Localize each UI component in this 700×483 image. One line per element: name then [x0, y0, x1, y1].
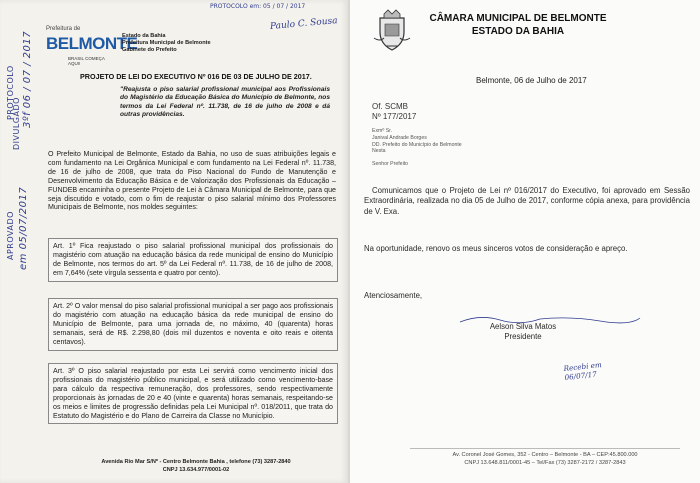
- addressee-line: DD. Prefeito do Município de Belmonte: [372, 141, 462, 148]
- addressee-line: Janival Andrade Borges: [372, 134, 427, 141]
- left-document-page: [0, 0, 348, 483]
- article-1: Art. 1º Fica reajustado o piso salarial profissional municipal dos profissionais do magistério com atuação na educação básica da rede municipal de ensino do Município de Belmonte, nos termos do art. 5º da Lei Federal nº. 11.738, de 16 de julho de 2008, em 7,64% (sete vírgula sessenta e quatro por cento).: [48, 238, 338, 282]
- margin-stamps: [0, 0, 42, 483]
- municipal-crest-icon: [372, 8, 412, 52]
- stamp-divulgado: DIVULGADO: [12, 97, 21, 150]
- office-reference-line: Of. SCMB: [372, 102, 409, 111]
- article-3: Art. 3º O piso salarial reajustado por esta Lei servirá como vencimento inicial dos profissionais do magistério público municipal, e será utilizado como vencimento-base para cálculo da respectiva remuneração, dos professores, sendo respectivamente proporcionais às jornadas de 20 e 40 (vinte e quarenta) horas semanais, respeitando-se os meios e limites de progressão definidas pela Lei Municipal nº. 018/2011, que trata do Estatuto do Magistério e do Plano de Carreira da Classe no Município.: [48, 363, 338, 424]
- gov-header-line: Estado da Bahia: [122, 33, 166, 39]
- letterhead: [428, 12, 608, 38]
- signer-role: Presidente: [504, 332, 542, 341]
- bill-summary: "Reajusta o piso salarial profissional municipal aos Profissionais do Magistério da Educação Básica do Município de Belmonte, nos termos da Lei Federal nº. 11.738, de 16 de julho de 2008 e dá outras providências.: [120, 86, 330, 119]
- left-footer: [96, 458, 296, 474]
- letter-closing: Atenciosamente,: [364, 291, 423, 300]
- logo-wordmark: BELMONTE: [46, 34, 138, 53]
- addressee-block: [372, 128, 462, 168]
- bill-intro-paragraph: O Prefeito Municipal de Belmonte, Estado da Bahia, no uso de suas atribuições legais e com fundamento na Lei Orgânica Municipal e com fundamento na Lei Federal nº. 11.738, de 16 de julho de 2008, que trata do Piso Nacional do Fundo de Manutenção e Desenvolvimento da Educação Básica e de Valorização dos Profissionais da Educação – FUNDEB encaminha o presente Projeto de Lei à Câmara Municipal de Belmonte, para que seja discutido e votado, com o fim de reajustar o piso salarial mínimo dos Professores Municipais de Belmonte, nos moldes seguintes:: [48, 150, 336, 212]
- top-signature: Paulo C. Sousa: [269, 16, 338, 32]
- stamp-protocolo: PROTOCOLO: [6, 65, 15, 120]
- letterhead-line: ESTADO DA BAHIA: [471, 26, 565, 37]
- addressee-line: Nesta: [372, 148, 386, 155]
- letter-paragraph-1: Comunicamos que o Projeto de Lei nº 016/2017 do Executivo, foi aprovado em Sessão Extraordinária, realizada no dia 05 de Julho de 2017, conforme cópia anexa, para providência de V. Exa.: [364, 186, 690, 216]
- office-reference-line: Nº 177/2017: [372, 112, 417, 121]
- letter-paragraph-2: Na oportunidade, renovo os meus sinceros votos de consideração e apreço.: [364, 244, 628, 253]
- received-note-line: 06/07/17: [564, 369, 598, 382]
- government-header: [122, 33, 211, 54]
- top-protocol-stamp: PROTOCOLO em: 05 / 07 / 2017: [210, 3, 306, 10]
- office-reference: [372, 102, 416, 122]
- right-footer-line: Av. Coronel José Gomes, 352 - Centro – Belmonte - BA – CEP:45.800.000: [452, 452, 638, 458]
- bill-title: PROJETO DE LEI DO EXECUTIVO Nº 016 DE 03 DE JULHO DE 2017.: [80, 72, 312, 81]
- signer-name: Aelson Silva Matos: [489, 322, 557, 331]
- right-footer: [410, 448, 680, 467]
- belmonte-logo: [46, 26, 138, 66]
- stamp-aprovado: APROVADO: [6, 211, 15, 260]
- addressee-line: Senhor Prefeito: [372, 161, 409, 168]
- letter-date: Belmonte, 06 de Julho de 2017: [476, 76, 587, 85]
- addressee-line: Exmº Sr.: [372, 128, 393, 134]
- right-footer-line: CNPJ 13.648.811/0001-45 – Tel/Fax (73) 3287-2172 / 3287-2843: [464, 460, 626, 466]
- right-letter-page: [350, 0, 700, 483]
- left-footer-cnpj: CNPJ 13.634.977/0001-02: [162, 467, 230, 473]
- gov-header-line: Gabinete do Prefeito: [122, 47, 177, 53]
- logo-prefix: Prefeitura de: [46, 26, 81, 32]
- stamp-date-handwritten: 3ºf 06 / 07 / 2017: [22, 30, 33, 128]
- signer-block: [468, 322, 578, 342]
- logo-tagline: BRASIL COMEÇA AQUI!: [68, 56, 105, 66]
- letterhead-line: CÂMARA MUNICIPAL DE BELMONTE: [429, 13, 607, 24]
- stamp-approved-date: em 05/07/2017: [18, 186, 29, 270]
- article-2: Art. 2º O valor mensal do piso salarial profissional municipal a ser pago aos profissionais do magistério com atuação na educação básica da rede municipal de ensino do Município de Belmonte, para uma jornada de, no máximo, 40 (quarenta) horas semanais, será de R$. 2.298,80 (dois mil duzentos e noventa e oito reais e oitenta centavos).: [48, 298, 338, 351]
- gov-header-line: Prefeitura Municipal de Belmonte: [122, 40, 211, 46]
- received-note-line: Recebi em: [563, 360, 603, 373]
- received-note: [563, 360, 603, 382]
- left-footer-address: Avenida Rio Mar S/Nº - Centro Belmonte Bahia , telefone (73) 3287-2840: [101, 459, 291, 465]
